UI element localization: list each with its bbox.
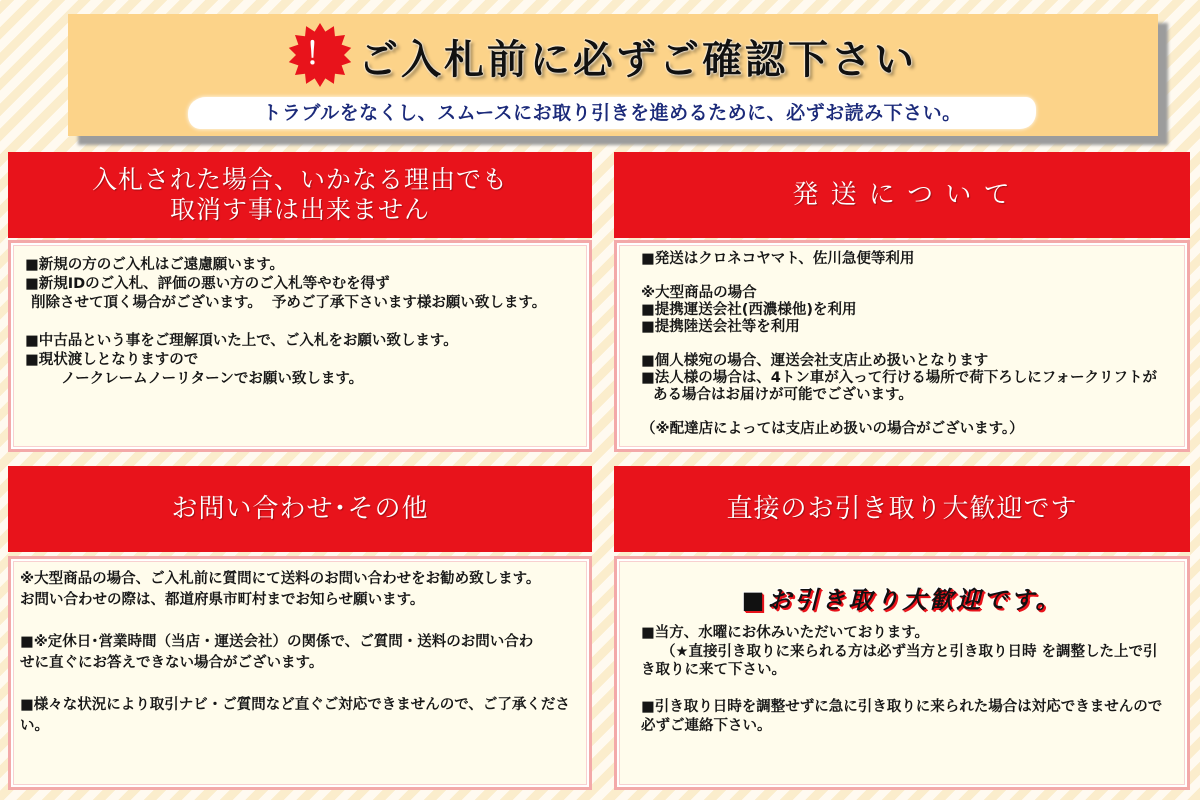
shipping-info-line: ■提携陸送会社等を利用: [641, 319, 800, 335]
shipping-panel-header: [614, 152, 1190, 238]
pickup-info-line: き取りに来て下さい。: [641, 662, 786, 678]
pickup-info-line: ■当方、水曜にお休みいただいております。: [641, 625, 930, 641]
subtitle-band: [188, 97, 1036, 129]
shipping-info-line: ■提携運送会社(西濃様他)を利用: [641, 302, 857, 318]
pickup-welcome-highlight: ■お引き取り大歓迎です。: [741, 586, 1063, 614]
cancel-panel-header: [8, 152, 592, 238]
contact-panel-body: [8, 556, 592, 790]
shipping-info-line: ■個人様宛の場合、運送会社支店止め扱いとなります: [641, 353, 989, 369]
notice-banner: [68, 14, 1158, 136]
shipping-info-line: ■法人様の場合は、4トン車が入って行ける場所で荷下ろしにフォークリフトが: [641, 370, 1158, 386]
contact-panel-header: [8, 466, 592, 552]
contact-info-line: ■※定休日･営業時間（当店・運送会社）の関係で、ご質問・送料のお問い合わ: [20, 634, 534, 650]
pickup-info-line: ■引き取り日時を調整せずに急に引き取りに来られた場合は対応できませんので: [641, 699, 1163, 715]
contact-info-line: ※大型商品の場合、ご入札前に質問にて送料のお問い合わせをお勧め致します。: [20, 571, 541, 587]
cancel-panel-title-line: 取消す事は出来ません: [169, 195, 430, 224]
shipping-info-line: （※配達店によっては支店止め扱いの場合がございます。）: [641, 421, 1024, 437]
pickup-panel-title: 直接のお引き取り大歓迎です: [726, 494, 1078, 524]
cancel-rule-line: 削除させて頂く場合がございます。 予めご了承下さいます様お願い致します。: [31, 295, 547, 311]
shipping-panel-title: 発 送 に つ い て: [792, 180, 1012, 210]
contact-panel-title: お問い合わせ･その他: [171, 494, 429, 524]
shipping-info-line: ある場合はお届けが可能でございます。: [653, 387, 913, 403]
shipping-panel-body: [614, 240, 1190, 452]
cancel-panel-body: [8, 240, 592, 452]
cancel-rule-line: ノークレームノーリターンでお願い致します。: [61, 371, 364, 387]
contact-info-line: ■様々な状況により取引ナビ・ご質問など直ぐご対応できませんので、ご了承くださ: [20, 697, 570, 713]
alert-starburst-icon: [287, 22, 353, 88]
contact-info-line: い。: [20, 718, 49, 734]
cancel-rule-line: ■中古品という事をご理解頂いた上で、ご入札をお願い致します。: [25, 333, 458, 349]
cancel-rule-line: ■新規の方のご入札はご遠慮願います。: [25, 257, 285, 273]
cancel-rule-line: ■現状渡しとなりますので: [25, 352, 199, 368]
cancel-panel-title-line: 入札された場合、いかなる理由でも: [91, 165, 508, 194]
pickup-info-line: 必ずご連絡下さい。: [641, 717, 772, 734]
shipping-info-line: ※大型商品の場合: [641, 285, 757, 301]
contact-info-line: せに直ぐにお答えできない場合がございます。: [20, 655, 324, 671]
pickup-info-line: （★直接引き取りに来られる方は必ず当方と引き取り日時 を調整した上で引: [661, 643, 1158, 660]
cancel-rule-line: ■新規IDのご入札、評価の悪い方のご入札等やむを得ず: [25, 276, 390, 292]
exclamation-mark: ！: [305, 37, 335, 72]
page-subtitle: トラブルをなくし、スムースにお取り引きを進めるために、必ずお読み下さい。: [262, 102, 962, 124]
shipping-info-line: ■発送はクロネコヤマト、佐川急便等利用: [641, 251, 915, 267]
pickup-panel-header: [614, 466, 1190, 552]
contact-info-line: お問い合わせの際は、都道府県市町村までお知らせ願います。: [20, 592, 425, 608]
page-title: ご入札前に必ずご確認下さい: [358, 37, 917, 83]
pickup-panel-body: [614, 556, 1190, 790]
